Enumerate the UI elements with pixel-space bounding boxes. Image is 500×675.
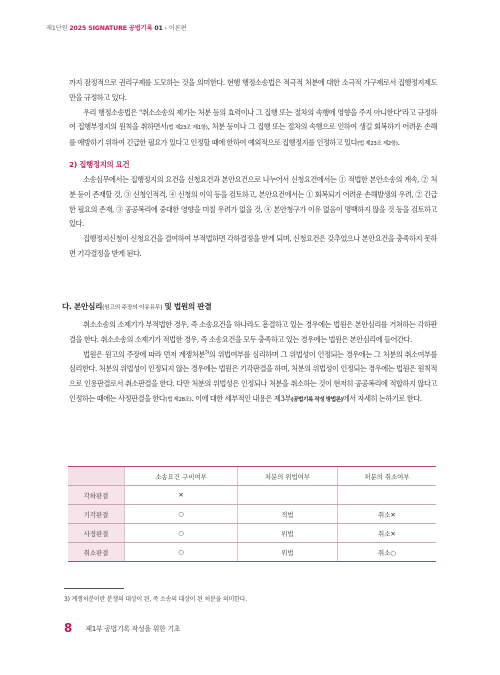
running-header [46,23,187,32]
law-reference: (법 제28조) [165,396,192,403]
paragraph-suspension-principle: 우리 행정소송법은 "취소소송의 제기는 처분 등의 효력이나 그 집행 또는 절차의 속행에 영향을 주지 아니한다"라고 규정하여 집행부정지의 원칙을 취하면서(법 제23조 제1항), 처분 등이나 그 집행 또는 절차의 속행으로 인하여 생길 회복하기 어려운 손해를 예방하기 위하여 긴급한 필요가 있다고 인정할 때에 한하여 예외적으로 집행정지를 인정하고 있다(법 제23조 제2항). [69,107,437,148]
page-footer [64,617,180,636]
table-row [68,524,436,543]
table-row [68,543,436,562]
footnote-divider [64,588,124,589]
column-header: 소송요건 구비여부 [125,467,238,486]
table-corner [68,467,125,486]
body-upper [69,76,437,262]
footer-title: 제1부 공법기록 작성을 위한 기초 [85,625,181,633]
table-cell: 취소○ [337,543,436,562]
table-cell: 적법 [238,505,338,524]
paragraph-continued: 까지 잠정적으로 권리구제를 도모하는 것을 의미한다. 현행 행정소송법은 적극적 처분에 대한 소극적 가구제로서 집행정지제도만을 규정하고 있다. [69,78,437,102]
table-cell: 취소✕ [337,524,436,543]
table-cell: ○ [125,505,238,524]
header-part: 제1단원 [46,25,68,32]
law-reference: (법 제23조 제2항) [357,141,398,148]
table-row [68,486,436,505]
law-reference: (법 제23조 제1항) [166,125,208,132]
paragraph-dismissal: 집행정지신청이 신청요건을 결여하여 부적법하면 각하결정을 받게 되며, 신청요건은 갖추었으나 본안요건을 충족하지 못하면 기각결정을 받게 된다. [69,234,437,258]
paragraph-requirements: 소송심무에서는 집행정지의 요건을 신청요건과 본안요건으로 나누어서 신청요건에서는 ① 적법한 본안소송의 계속, ② 처분 등이 존재할 것, ③ 신청인적격, ④ 신청의 이익 등을 검토하고, 본안요건에서는 ① 회복되기 어려운 손해발생의 우려, ② 긴급한 필요의 존재, ③ 공공복리에 중대한 영향을 미칠 우려가 없을 것, ④ 본안청구가 이유 없음이 명백하지 않을 것 등을 검토하고 있다. [69,174,437,229]
column-header: 처분의 위법여부 [238,467,338,486]
section-heading-merits: 다. 본안심리(원고의 주장의 이유유무) 및 법원의 판결 [62,302,212,311]
judgment-table [68,466,436,562]
table-cell [238,486,338,505]
table-cell: ○ [125,524,238,543]
header-book-title: 2025 SIGNATURE 공법기록 [69,25,153,32]
table-cell: ✕ [125,486,238,505]
paragraph-merits-review: 취소소송의 소제기가 부적법한 경우, 즉 소송요건을 하나라도 흠결하고 있는 경우에는 법원은 본안심리를 거쳐하는 각하판결을 한다. 취소소송의 소제기가 적법한 경우, 즉 소송요건을 모두 충족하고 있는 경우에는 법원은 본안심리에 들어간다. [69,320,437,344]
table-cell: 취소✕ [337,505,436,524]
section-heading-requirements: 2) 집행정지의 요건 [69,159,130,169]
table-cell: ○ [125,543,238,562]
body-lower [69,318,437,408]
footnote: 3) 계쟁처분이란 분쟁의 대상이 된, 즉 소송의 대상이 된 처분을 의미한다. [64,596,247,603]
paragraph-court-judgment: 법원은 원고의 주장에 따라 먼저 계쟁처분$^{3)}$의 위법여부를 심리하며 그 위법성이 인정되는 경우에는 그 처분의 취소여부를 심리한다. 처분의 위법성이 인정되지 않는 경우에는 법원은 기각판결을 하며, 처분의 위법성이 인정되는 경우에는 법원은 원칙적으로 인용판결로서 취소판결을 한다. 다만 처분의 위법성은 인정되나 처분을 취소하는 것이 현저히 공공복리에 적합하지 않다고 인정하는 때에는 사정판결을 한다(법 제28조). 이에 대한 세부적인 내용은 제3부(공법기록 작성 방법론)에서 자세히 논하기로 한다. [69,349,438,403]
header-chevron-icon: › [164,25,167,32]
header-chapter-number: 01 [154,25,163,32]
table-header-row [68,467,436,486]
row-label: 취소판결 [68,543,125,562]
footnote-marker[interactable]: 3) [204,350,209,356]
row-label: 사정판결 [68,524,125,543]
cross-reference: (공법기록 작성 방법론) [290,396,343,403]
header-chapter: 이론편 [168,25,187,32]
table-cell: 위법 [238,543,338,562]
page-number: 8 [64,621,73,635]
column-header: 처분의 취소여부 [337,467,436,486]
row-label: 각하판결 [68,486,125,505]
row-label: 기각판결 [68,505,125,524]
table-row [68,505,436,524]
table-cell [337,486,436,505]
table-cell: 위법 [238,524,338,543]
